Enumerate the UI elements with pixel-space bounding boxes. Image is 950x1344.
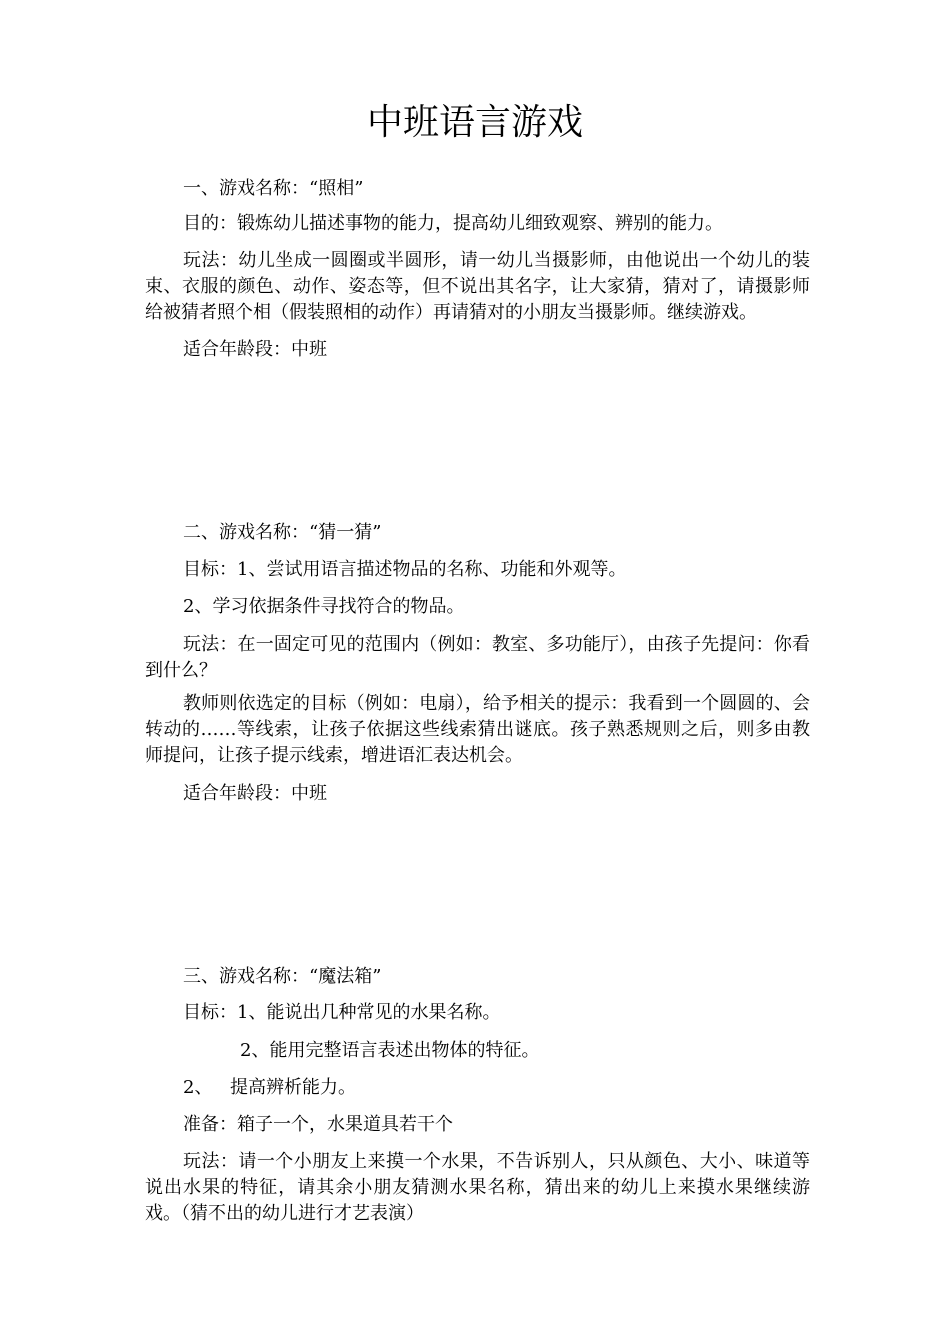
section-3-prep: 准备：箱子一个，水果道具若干个 — [183, 1114, 453, 1135]
section-2-play-2: 教师则依选定的目标（例如：电扇），给予相关的提示：我看到一个圆圆的、会转动的……等线索，让孩子依据这些线索猜出谜底。孩子熟悉规则之后，则多由教师提问，让孩子提示线索，增进语汇表达机会。 — [145, 693, 810, 766]
section-1-age: 适合年龄段：中班 — [183, 339, 327, 360]
page-title: 中班语言游戏 — [366, 102, 583, 143]
section-3-play: 玩法：请一个小朋友上来摸一个水果，不告诉别人，只从颜色、大小、味道等说出水果的特征，请其余小朋友猜测水果名称，猜出来的幼儿上来摸水果继续游戏。（猜不出的幼儿进行才艺表演） — [145, 1151, 810, 1224]
list-text: 提高辨析能力。 — [230, 1077, 356, 1098]
section-1-play: 玩法：幼儿坐成一圆圈或半圆形，请一幼儿当摄影师，由他说出一个幼儿的装束、衣服的颜色、动作、姿态等，但不说出其名字，让大家猜，猜对了，请摄影师给被猜者照个相（假装照相的动作）再请猜对的小朋友当摄影师。继续游戏。 — [145, 250, 810, 323]
section-3-goal-2: 2、能用完整语言表述出物体的特征。 — [240, 1040, 540, 1061]
section-3-heading: 三、游戏名称：“魔法箱” — [183, 966, 382, 987]
section-2-goal-2: 2、学习依据条件寻找符合的物品。 — [183, 596, 465, 617]
section-2-goal-1: 目标：1、尝试用语言描述物品的名称、功能和外观等。 — [183, 559, 627, 580]
section-2-age: 适合年龄段：中班 — [183, 783, 327, 804]
section-1-heading: 一、游戏名称：“照相” — [183, 178, 364, 199]
section-2-play-1: 玩法：在一固定可见的范围内（例如：教室、多功能厅），由孩子先提问：你看到什么？ — [145, 634, 810, 681]
section-2-heading: 二、游戏名称：“猜一猜” — [183, 522, 382, 543]
list-number: 2、 — [183, 1077, 213, 1098]
section-3-goal-3 — [183, 1075, 356, 1101]
section-1-goal: 目的：锻炼幼儿描述事物的能力，提高幼儿细致观察、辨别的能力。 — [183, 213, 723, 234]
section-3-goal-1: 目标：1、能说出几种常见的水果名称。 — [183, 1002, 501, 1023]
